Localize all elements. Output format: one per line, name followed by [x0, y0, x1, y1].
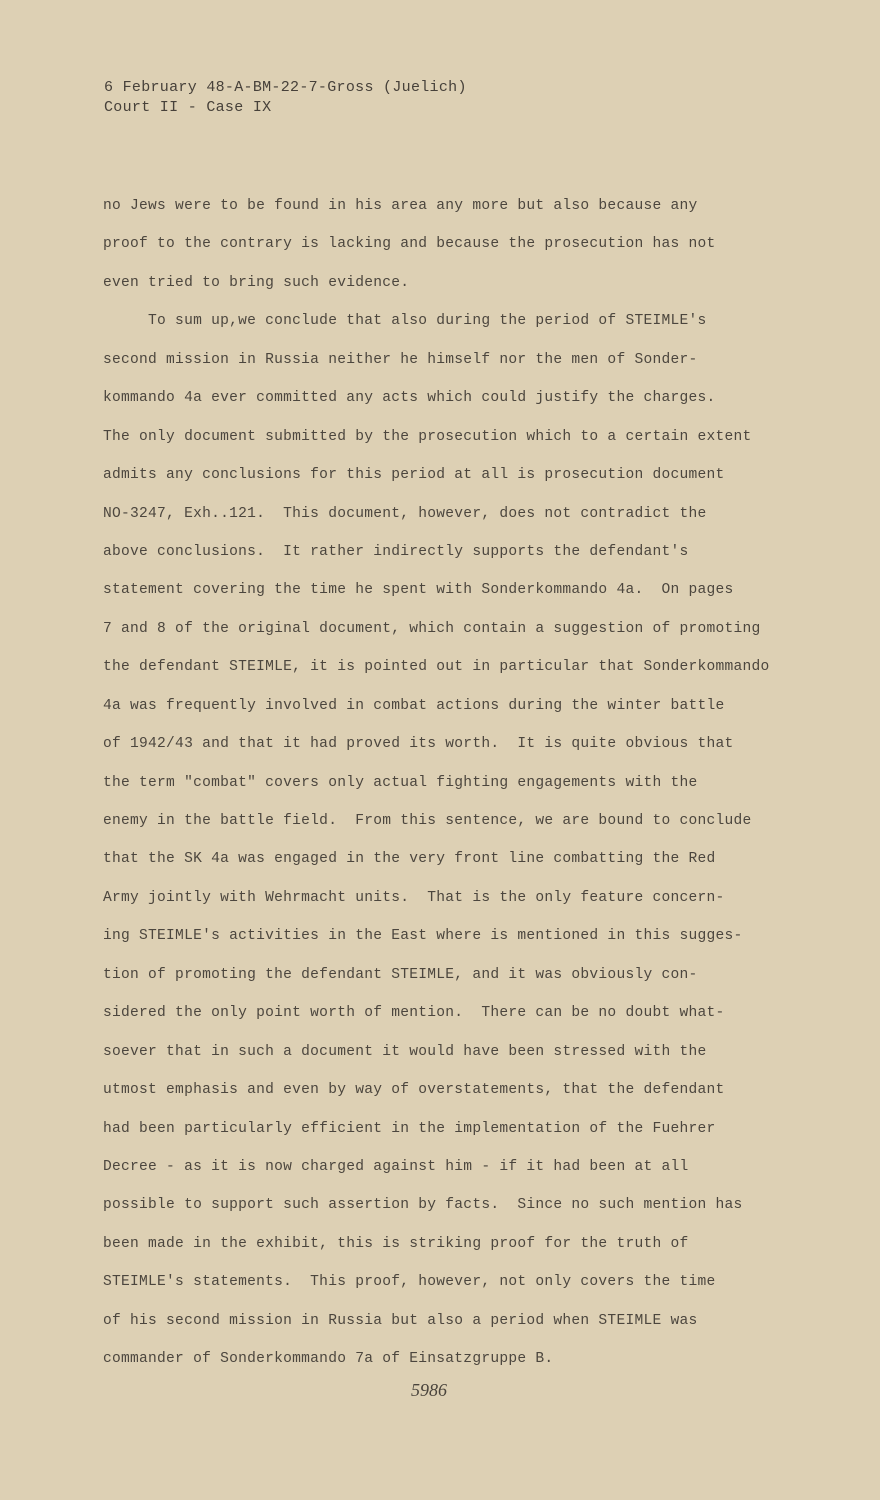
text-line: above conclusions. It rather indirectly supports the defendant's: [103, 543, 689, 560]
text-line: sidered the only point worth of mention. There can be no doubt what-: [103, 1005, 725, 1022]
text-line: commander of Sonderkommando 7a of Einsatzgruppe B.: [103, 1351, 554, 1368]
text-line: STEIMLE's statements. This proof, however, not only covers the time: [103, 1274, 716, 1291]
text-line: even tried to bring such evidence.: [103, 274, 410, 291]
text-line: To sum up,we conclude that also during the period of STEIMLE's: [103, 313, 707, 330]
text-line: possible to support such assertion by facts. Since no such mention has: [103, 1197, 743, 1214]
text-line: tion of promoting the defendant STEIMLE, and it was obviously con-: [103, 966, 698, 983]
page-number: 5986: [411, 1380, 447, 1400]
text-line: enemy in the battle field. From this sentence, we are bound to conclude: [103, 813, 752, 829]
text-line: had been particularly efficient in the implementation of the Fuehrer: [103, 1120, 716, 1137]
text-line: proof to the contrary is lacking and because the prosecution has not: [103, 236, 716, 253]
header-date-line: 6 February 48-A-BM-22-7-Gross (Juelich): [104, 79, 467, 96]
text-line: the term "combat" covers only actual fighting engagements with the: [103, 774, 698, 791]
text-line: second mission in Russia neither he himself nor the men of Sonder-: [103, 351, 698, 368]
text-line: been made in the exhibit, this is striking proof for the truth of: [103, 1235, 689, 1252]
text-line: the defendant STEIMLE, it is pointed out in particular that Sonderkommando: [103, 659, 770, 676]
text-line: of his second mission in Russia but also a period when STEIMLE was: [103, 1312, 698, 1329]
text-line: of 1942/43 and that it had proved its worth. It is quite obvious that: [103, 736, 734, 753]
text-line: 4a was frequently involved in combat actions during the winter battle: [103, 697, 725, 714]
text-line: admits any conclusions for this period at all is prosecution document: [103, 467, 725, 484]
document-header: [104, 78, 467, 118]
text-line: soever that in such a document it would have been stressed with the: [103, 1043, 707, 1060]
body-text: [103, 193, 823, 1385]
text-line: no Jews were to be found in his area any more but also because any: [103, 198, 698, 214]
text-line: NO-3247, Exh..121. This document, however, does not contradict the: [103, 505, 707, 522]
text-line: ing STEIMLE's activities in the East where is mentioned in this sugges-: [103, 928, 743, 945]
text-line: kommando 4a ever committed any acts which could justify the charges.: [103, 390, 716, 407]
text-line: 7 and 8 of the original document, which contain a suggestion of promoting: [103, 620, 761, 637]
text-line: The only document submitted by the prosecution which to a certain extent: [103, 428, 752, 445]
header-court-line: Court II - Case IX: [104, 99, 272, 116]
text-line: Decree - as it is now charged against him - if it had been at all: [103, 1158, 689, 1175]
text-line: that the SK 4a was engaged in the very front line combatting the Red: [103, 851, 716, 868]
text-line: statement covering the time he spent with Sonderkommando 4a. On pages: [103, 582, 734, 599]
text-line: utmost emphasis and even by way of overstatements, that the defendant: [103, 1082, 725, 1099]
text-line: Army jointly with Wehrmacht units. That is the only feature concern-: [103, 889, 725, 906]
